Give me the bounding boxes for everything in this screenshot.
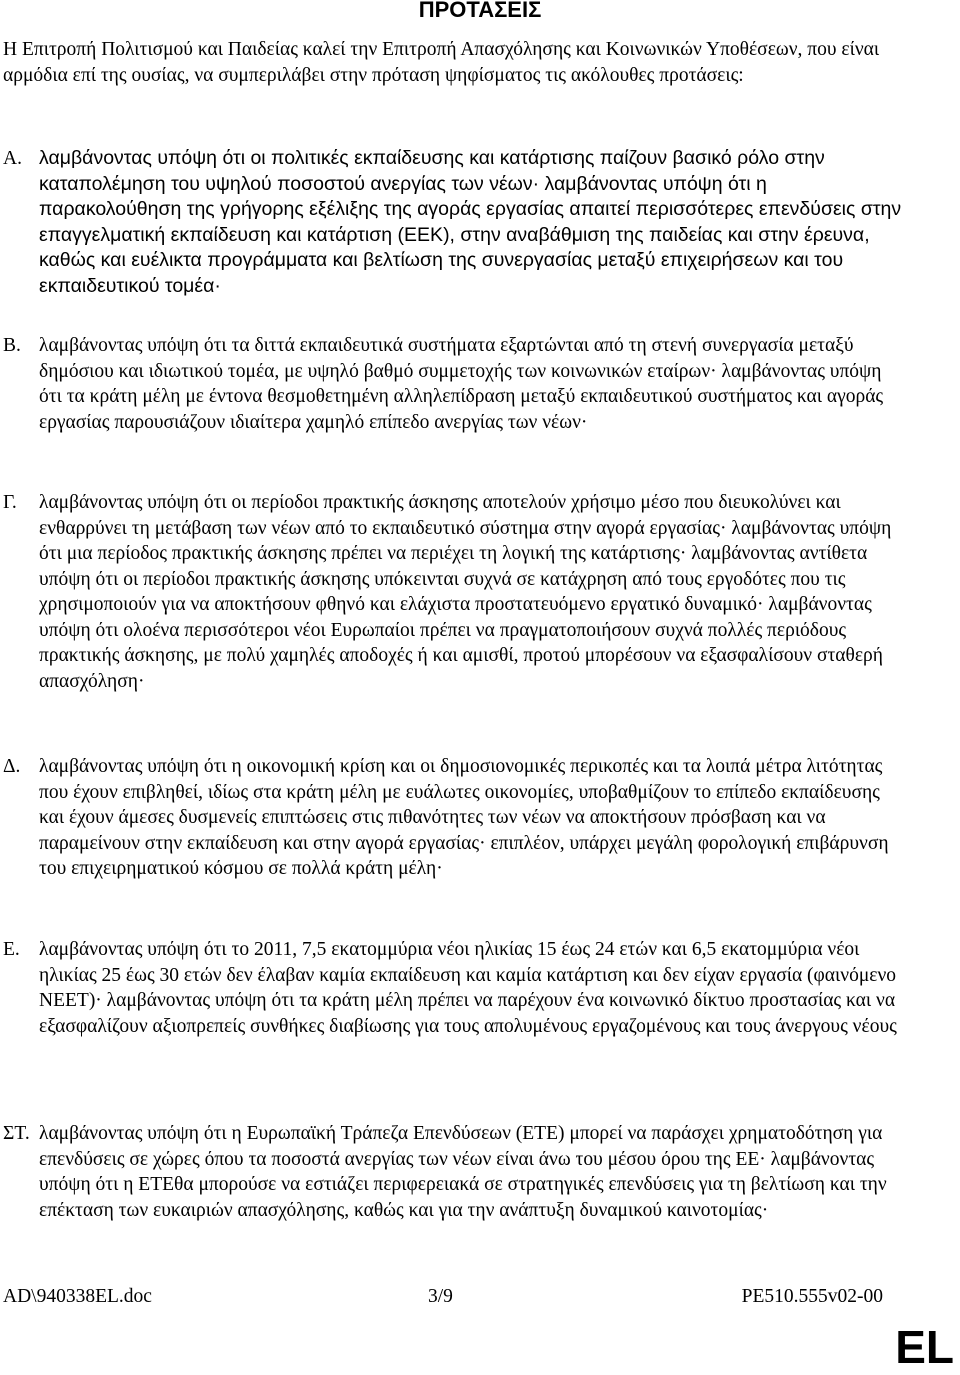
recital-label: Γ. <box>3 492 17 513</box>
recital-label: ΣΤ. <box>3 1123 30 1144</box>
recital-label: Ε. <box>3 939 20 960</box>
recital-f <box>3 1121 908 1223</box>
recital-e <box>3 937 908 1039</box>
recital-c <box>3 490 908 694</box>
recital-text: λαμβάνοντας υπόψη ότι οι πολιτικές εκπαίδευσης και κατάρτισης παίζουν βασικό ρόλο στην καταπολέμηση του υψηλού ποσοστού ανεργίας των νέων· λαμβάνοντας υπόψη ότι η παρακολούθηση της γρήγορης εξέλιξης της αγοράς εργασίας απαιτεί περισσότερες επενδύσεις στην επαγγελματική εκπαίδευση και κατάρτιση (ΕΕΚ), στην αναβάθμιση της παιδείας και στην έρευνα, καθώς και ευέλικτα προγράμματα και βελτίωση της συνεργασίας μεταξύ επιχειρήσεων και του εκπαιδευτικού τομέα· <box>39 147 902 297</box>
recital-label: Β. <box>3 335 21 356</box>
recital-text: λαμβάνοντας υπόψη ότι το 2011, 7,5 εκατομμύρια νέοι ηλικίας 15 έως 24 ετών και 6,5 εκατομμύρια νέοι ηλικίας 25 έως 30 ετών δεν έλαβαν καμία εκπαίδευση και καμία κατάρτιση και δεν είχαν εργασία (φαινόμενο NEET)· λαμβάνοντας υπόψη ότι τα κράτη μέλη πρέπει να παρέχουν ένα κοινωνικό δίκτυο προστασίας και να εξασφαλίζουν αξιοπρεπείς συνθήκες διαβίωσης για τους απολυμένους εργαζομένους και τους άνεργους νέους <box>39 939 897 1037</box>
pe-reference: PE510.555v02-00 <box>741 1286 883 1307</box>
recital-b <box>3 333 908 435</box>
language-code: EL <box>895 1321 954 1373</box>
recital-a <box>3 146 908 299</box>
recital-d <box>3 754 908 882</box>
recital-text: λαμβάνοντας υπόψη ότι οι περίοδοι πρακτικής άσκησης αποτελούν χρήσιμο μέσο που διευκολύνει και ενθαρρύνει τη μετάβαση των νέων από το εκπαιδευτικό σύστημα στην αγορά εργασίας· λαμβάνοντας υπόψη ότι μια περίοδος πρακτικής άσκησης πρέπει να περιέχει τη λογική της κατάρτισης· λαμβάνοντας αντίθετα υπόψη ότι οι περίοδοι πρακτικής άσκησης υπόκεινται συχνά σε κατάχρηση από τους εργοδότες που τις χρησιμοποιούν για να αποκτήσουν φθηνό και ελάχιστα προστατευόμενο εργατικό δυναμικό· λαμβάνοντας υπόψη ότι ολοένα περισσότεροι νέοι Ευρωπαίοι πρέπει να πραγματοποιήσουν συχνά πολλές περιόδους πρακτικής άσκησης, με πολύ χαμηλές αποδοχές ή και αμισθί, προτού μπορέσουν να εξασφαλίσουν σταθερή απασχόληση· <box>39 492 892 692</box>
document-reference: AD\940338EL.doc <box>3 1286 152 1307</box>
recital-text: λαμβάνοντας υπόψη ότι τα διττά εκπαιδευτικά συστήματα εξαρτώνται από τη στενή συνεργασία μεταξύ δημόσιου και ιδιωτικού τομέα, με υψηλό βαθμό συμμετοχής των κοινωνικών εταίρων· λαμβάνοντας υπόψη ότι τα κράτη μέλη με έντονα θεσμοθετημένη αλληλεπίδραση μεταξύ εκπαιδευτικού συστήματος και αγοράς εργασίας παρουσιάζουν ιδιαίτερα χαμηλό επίπεδο ανεργίας των νέων· <box>39 335 884 433</box>
recital-text: λαμβάνοντας υπόψη ότι η οικονομική κρίση και οι δημοσιονομικές περικοπές και τα λοιπά μέτρα λιτότητας που έχουν επιβληθεί, ιδίως στα κράτη μέλη με ευάλωτες οικονομίες, υποβαθμίζουν το επίπεδο εκπαίδευσης και έχουν άμεσες δυσμενείς επιπτώσεις στις πιθανότητες των νέων να αποκτήσουν πρόσβαση και να παραμείνουν στην εκπαίδευση και στην αγορά εργασίας· επιπλέον, υπάρχει μεγάλη φορολογική επιβάρυνση του επιχειρηματικού κόσμου σε πολλά κράτη μέλη· <box>39 756 889 879</box>
recital-label: Δ. <box>3 756 21 777</box>
page-title: ΠΡΟΤΑΣΕΙΣ <box>418 0 542 22</box>
recital-text: λαμβάνοντας υπόψη ότι η Ευρωπαϊκή Τράπεζα Επενδύσεων (ΕΤΕ) μπορεί να παράσχει χρηματοδότηση για επενδύσεις σε χώρες όπου τα ποσοστά ανεργίας των νέων είναι άνω του μέσου όρου της ΕΕ· λαμβάνοντας υπόψη ότι η ΕΤΕθα μπορούσε να εστιάζει περιφερειακά σε στρατηγικές επενδύσεις για τη βελτίωση και την επέκταση των ευκαιριών απασχόλησης, καθώς και για την ανάπτυξη δυναμικού καινοτομίας· <box>39 1123 887 1221</box>
page-footer <box>3 1284 883 1310</box>
recital-label: Α. <box>3 148 22 169</box>
page-number: 3/9 <box>428 1286 453 1307</box>
intro-paragraph: Η Επιτροπή Πολιτισμού και Παιδείας καλεί την Επιτροπή Απασχόλησης και Κοινωνικών Υποθέσεων, που είναι αρμόδια επί της ουσίας, να συμπεριλάβει στην πρόταση ψηφίσματος τις ακόλουθες προτάσεις: <box>3 39 880 86</box>
